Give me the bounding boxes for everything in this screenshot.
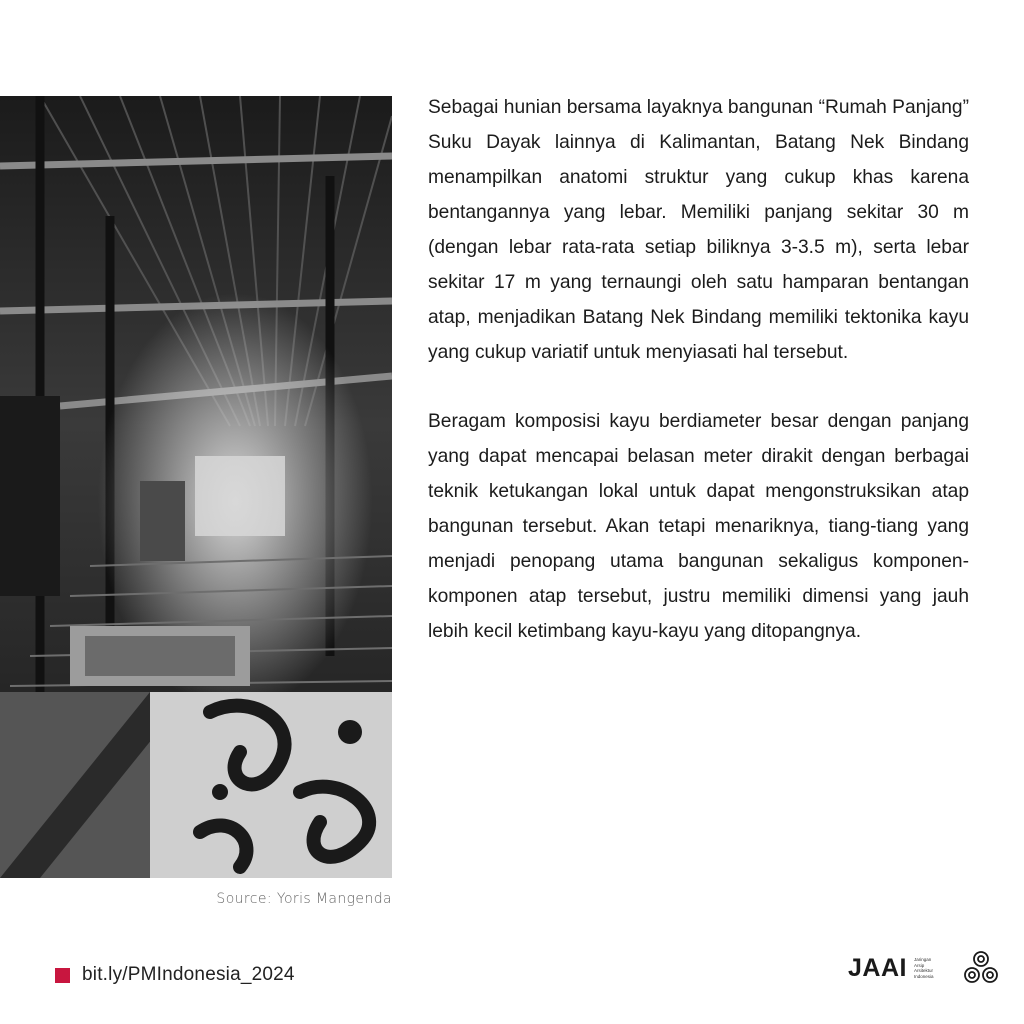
article-body (428, 90, 969, 683)
dayak-carving-icon (0, 692, 392, 878)
photo-longhouse-interior (0, 96, 392, 692)
triskele-icon (961, 948, 1001, 988)
jaai-logo (848, 948, 1001, 988)
tagline-line: Arsip (913, 962, 925, 968)
tagline-line: Jaringan (913, 957, 932, 962)
photo-dayak-carving (0, 692, 392, 878)
link-square-icon (55, 968, 70, 983)
paragraph-2: Beragam komposisi kayu berdiameter besar dengan panjang yang dapat mencapai belasan meter dirakit dengan berbagai teknik ketukangan lokal untuk dapat mengonstruksikan atap bangunan tersebut. Akan tetapi menariknya, tiang-tiang yang menjadi penopang utama bangunan sekaligus komponen-komponen atap tersebut, justru memiliki dimensi yang jauh lebih kecil ketimbang kayu-kayu yang ditopangnya. (428, 411, 969, 642)
photo-caption: Source: Yoris Mangenda (216, 891, 392, 907)
paragraph-1: Sebagai hunian bersama layaknya bangunan “Rumah Panjang” Suku Dayak lainnya di Kalimantan, Batang Nek Bindang menampilkan anatomi struktur yang cukup khas karena bentangannya yang lebar. Memiliki panjang sekitar 30 m (dengan lebar rata-rata setiap biliknya 3-3.5 m), serta lebar sekitar 17 m yang ternaungi oleh satu hamparan bentangan atap, menjadikan Batang Nek Bindang memiliki tektonika kayu yang cukup variatif untuk menyiasati hal tersebut. (428, 97, 969, 363)
logo-tagline (914, 957, 934, 979)
longhouse-interior-icon (0, 96, 392, 692)
link-text[interactable]: bit.ly/PMIndonesia_2024 (82, 964, 295, 985)
logo-wordmark: JAAI (848, 953, 907, 982)
tagline-line: Arsitektur (913, 968, 933, 973)
tagline-line: Indonesia (913, 973, 934, 979)
footer-link[interactable] (55, 964, 295, 986)
